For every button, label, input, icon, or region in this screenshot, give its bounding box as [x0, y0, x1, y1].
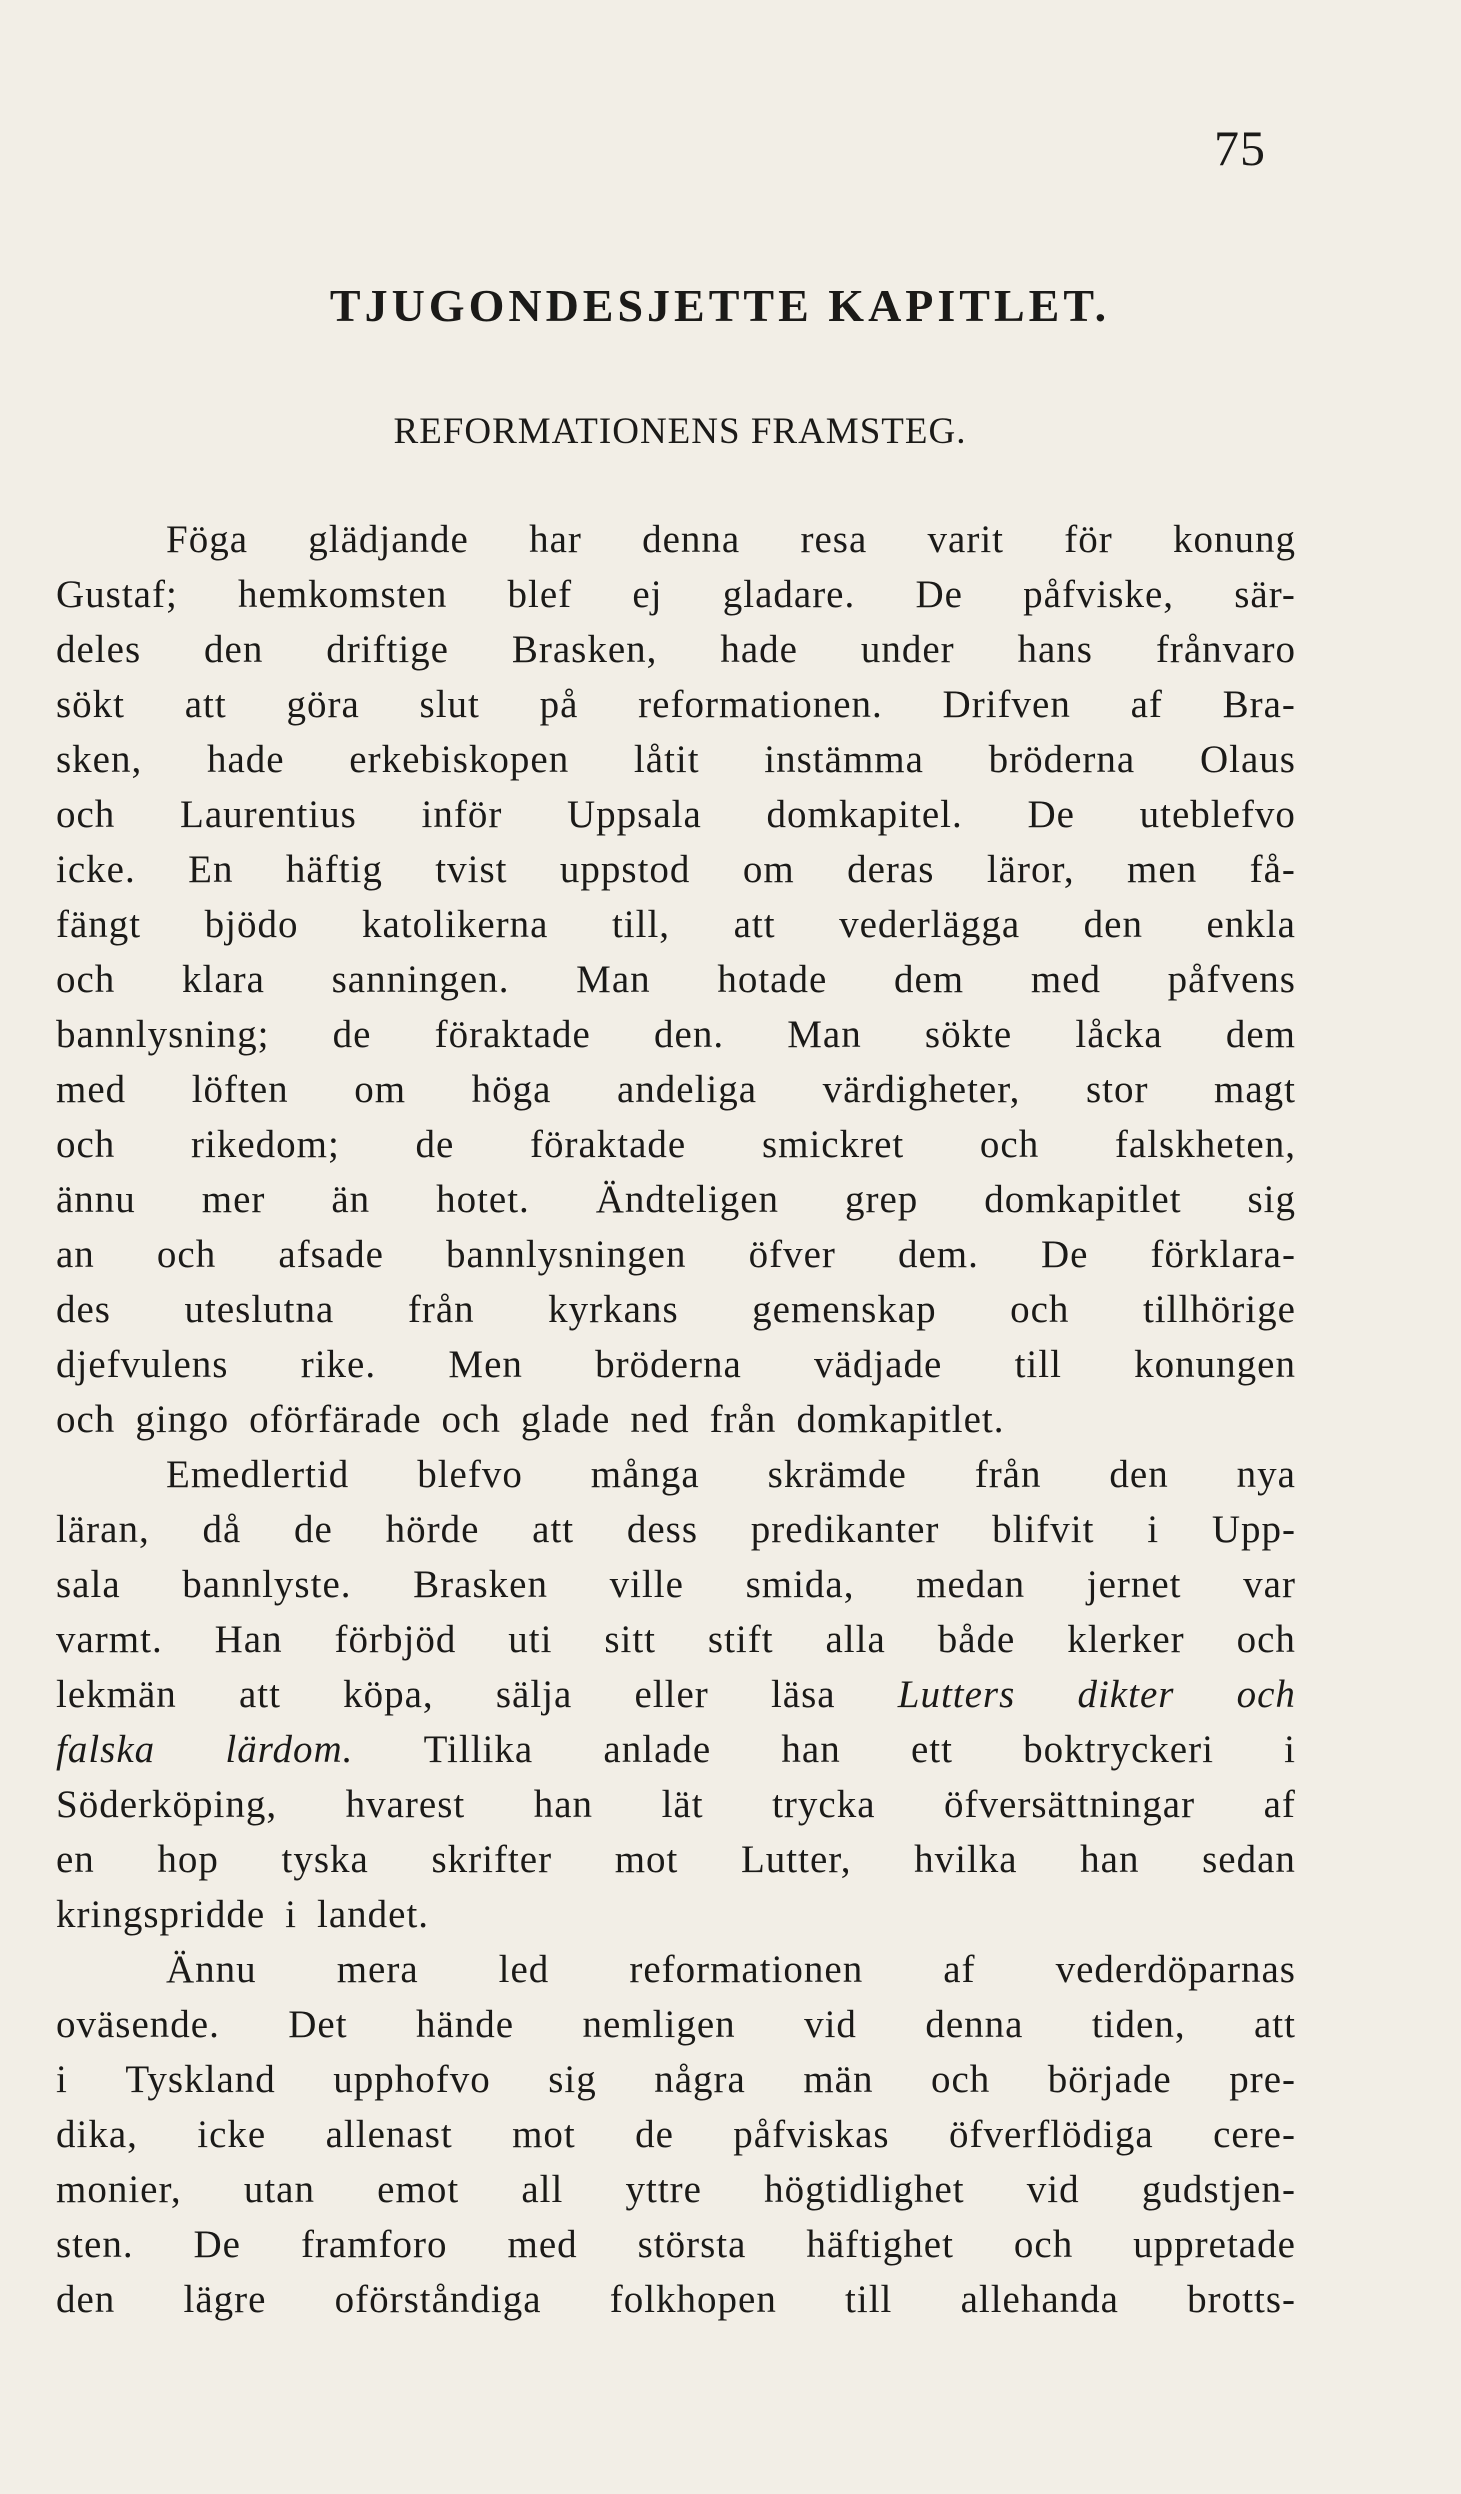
text-line: deles den driftige Brasken, hade under hans frånvaro — [56, 628, 1296, 671]
text-line: Föga glädjande har denna resa varit för konung — [166, 518, 1296, 561]
text-line: monier, utan emot all yttre högtidlighet vid gudstjen- — [56, 2168, 1296, 2211]
text-line: och Laurentius inför Uppsala domkapitel. De uteblefvo — [56, 793, 1296, 836]
text-line: Söderköping, hvarest han lät trycka öfversättningar af — [56, 1783, 1296, 1826]
text-line: djefvulens rike. Men bröderna vädjade till konungen — [56, 1343, 1296, 1386]
text-line: fängt bjödo katolikerna till, att vederlägga den enkla — [56, 903, 1296, 946]
text-line: i Tyskland upphofvo sig några män och började pre- — [56, 2058, 1296, 2101]
text-line: bannlysning; de föraktade den. Man sökte låcka dem — [56, 1013, 1296, 1056]
text-line: dika, icke allenast mot de påfviskas öfverflödiga cere- — [56, 2113, 1296, 2156]
text-line: des uteslutna från kyrkans gemenskap och tillhörige — [56, 1288, 1296, 1331]
text-line: sten. De framforo med största häftighet och uppretade — [56, 2223, 1296, 2266]
chapter-title: TJUGONDESJETTE KAPITLET. — [329, 280, 1111, 331]
text-line: Gustaf; hemkomsten blef ej gladare. De påfviske, sär- — [56, 573, 1296, 616]
text-line: oväsende. Det hände nemligen vid denna tiden, att — [56, 2003, 1296, 2046]
body-text — [56, 512, 1296, 2327]
text-line: ännu mer än hotet. Ändteligen grep domkapitlet sig — [56, 1178, 1296, 1221]
text-line: sken, hade erkebiskopen låtit instämma bröderna Olaus — [56, 738, 1296, 781]
text-line: icke. En häftig tvist uppstod om deras läror, men få- — [56, 848, 1296, 891]
text-line: Ännu mera led reformationen af vederdöparnas — [166, 1948, 1296, 1991]
text-line: och rikedom; de föraktade smickret och falskheten, — [56, 1123, 1296, 1166]
text-line: lekmän att köpa, sälja eller läsa Lutters dikter och — [56, 1673, 1296, 1716]
text-line: en hop tyska skrifter mot Lutter, hvilka han sedan — [56, 1838, 1296, 1881]
text-line: kringspridde i landet. — [56, 1893, 430, 1936]
text-line: Emedlertid blefvo många skrämde från den nya — [166, 1453, 1296, 1496]
text-line: och gingo oförfärade och glade ned från domkapitlet. — [56, 1398, 1005, 1441]
text-line: sökt att göra slut på reformationen. Drifven af Bra- — [56, 683, 1296, 726]
text-line: falska lärdom. Tillika anlade han ett boktryckeri i — [56, 1728, 1296, 1771]
text-line: med löften om höga andeliga värdigheter, stor magt — [56, 1068, 1296, 1111]
text-line: an och afsade bannlysningen öfver dem. De förklara- — [56, 1233, 1296, 1276]
text-line: läran, då de hörde att dess predikanter blifvit i Upp- — [56, 1508, 1296, 1551]
chapter-subtitle: REFORMATIONENS FRAMSTEG. — [393, 411, 967, 452]
page-number: 75 — [1214, 120, 1266, 176]
text-line: varmt. Han förbjöd uti sitt stift alla både klerker och — [56, 1618, 1296, 1661]
text-line: sala bannlyste. Brasken ville smida, medan jernet var — [56, 1563, 1296, 1606]
text-line: och klara sanningen. Man hotade dem med påfvens — [56, 958, 1296, 1001]
text-line: den lägre oförståndiga folkhopen till allehanda brotts- — [56, 2278, 1296, 2321]
